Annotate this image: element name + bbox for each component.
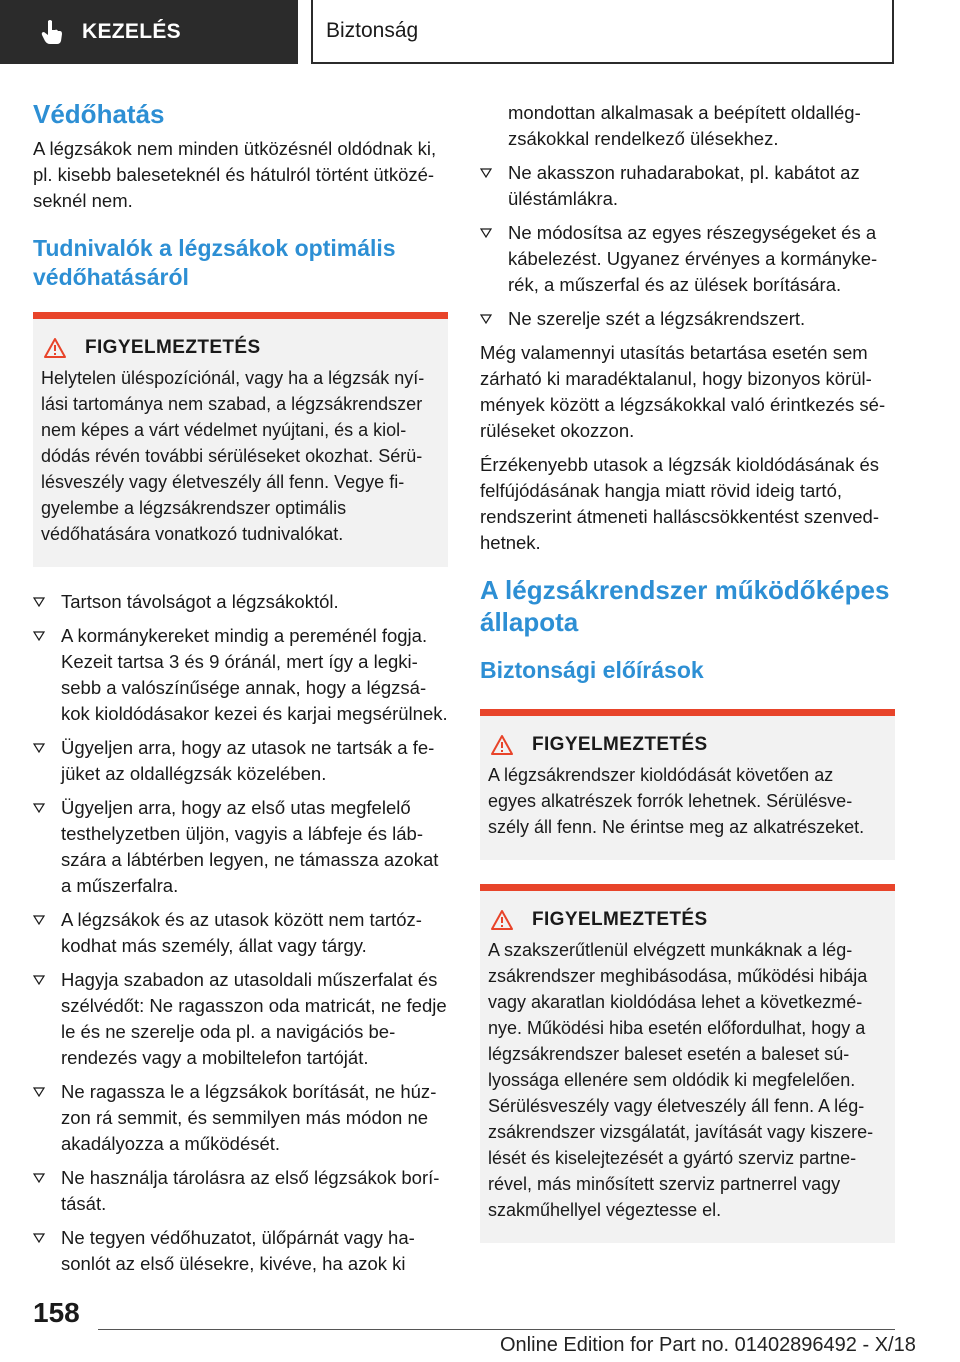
warning-header [41,337,438,359]
warning-box [33,312,448,567]
warning-box [480,709,895,860]
triangle-bullet-icon [480,228,492,238]
list-item [480,220,895,298]
paragraph-2: Érzékenyebb utasok a légzsák kioldódásának és felfújódásának hangja miatt rövid ideig tartó, rendszerint átmeneti halláscsökkentést szenvedhetnek. [480,454,880,553]
warning-text: A légzsákrendszer kioldódását követően az egyes alkatrészek forrók lehetnek. Sérülésveszély áll fenn. Ne érintse meg az alkatrészeket. [488,765,865,837]
warning-triangle-icon [43,337,67,359]
warning-text: Helytelen üléspozíciónál, vagy ha a légzsák nyílási tartománya nem szabad, a légzsákrendszer nem képes a várt védelmet nyújtani, és a kioldódás révén további sérüléseket okozhat. Sérülésveszély vagy életveszély áll fenn. Vegye figyelembe a légzsákrendszer optimális védőhatására vonatkozó tudnivalókat. [41,368,425,544]
chapter-tab[interactable] [311,0,894,64]
list-item [480,306,895,332]
bullet-list-right [480,160,895,332]
list-item [33,623,448,727]
triangle-bullet-icon [33,1233,45,1243]
warning-triangle-icon [490,909,514,931]
list-item-text: Ne szerelje szét a légzsákrendszert. [508,308,806,329]
continued-text: mondottan alkalmasak a beépített oldallégzsákokkal rendelkező ülésekhez. [508,102,861,149]
section-tab-label: KEZELÉS [82,20,181,43]
heading-biztonsagi: Biztonsági előírások [480,657,704,683]
page-number: 158 [33,1297,80,1328]
triangle-bullet-icon [33,597,45,607]
footer-divider [98,1329,895,1330]
warning-header [488,734,885,756]
section-tab[interactable] [0,0,298,64]
list-item [33,1079,448,1157]
warning-triangle-icon [490,734,514,756]
left-column [33,98,448,1285]
warning-box [480,884,895,1243]
triangle-bullet-icon [33,975,45,985]
triangle-bullet-icon [33,631,45,641]
list-item-text: Ne akasszon ruhadarabokat, pl. kabátot az üléstámlákra. [508,162,860,209]
list-item-text: Ne tegyen védőhuzatot, ülőpárnát vagy hasonlót az első ülésekre, kivéve, ha azok ki [61,1227,415,1274]
list-item [33,589,448,615]
paragraph-vedohatas: A légzsákok nem minden ütközésnél oldódnak ki, pl. kisebb baleseteknél és hátulról történt ütközéseknél nem. [33,138,437,211]
list-item-text: A kormánykereket mindig a pereménél fogja. Kezeit tartsa 3 és 9 óránál, mert így a legkisebb a valószínűsége annak, hogy a légzsákok kioldódásakor kezei és karjai megsérülnek. [61,625,448,724]
list-item-text: Ne ragassza le a légzsákok borítását, ne húzzon rá semmit, és semmilyen más módon ne akadályozza a működését. [61,1081,437,1154]
triangle-bullet-icon [33,915,45,925]
warning-title: FIGYELMEZTETÉS [532,909,708,930]
list-item [33,1165,448,1217]
hand-pointer-icon [40,19,64,45]
edition-text: Online Edition for Part no. 01402896492 - X/18 [500,1334,916,1356]
list-item-text: Ne használja tárolásra az első légzsákok borítását. [61,1167,440,1214]
warning-title: FIGYELMEZTETÉS [85,337,261,358]
heading-mukodokepes: A légzsákrendszer működőképes állapota [480,575,890,637]
list-item-text: Ne módosítsa az egyes részegységeket és a kábelezést. Ugyanez érvényes a kormánykerék, a műszerfal és az ülések borítására. [508,222,878,295]
heading-vedohatas: Védőhatás [33,99,165,129]
chapter-tab-label: Biztonság [326,19,419,42]
triangle-bullet-icon [33,803,45,813]
list-item [33,967,448,1071]
page-header [0,0,960,66]
list-item [33,1225,448,1277]
list-item-text: Ügyeljen arra, hogy az első utas megfelelő testhelyzetben üljön, vagyis a lábfeje és lábszára a lábtérben legyen, ne támassza azokat a műszerfalra. [61,797,439,896]
warning-header [488,909,885,931]
triangle-bullet-icon [33,743,45,753]
list-item [33,795,448,899]
list-item [33,907,448,959]
triangle-bullet-icon [480,314,492,324]
bullet-list-left [33,589,448,1277]
list-item-text: Tartson távolságot a légzsákoktól. [61,591,339,612]
heading-tudnivalok: Tudnivalók a légzsákok optimális védőhatásáról [33,235,396,290]
list-item [480,160,895,212]
right-column [480,100,895,1243]
list-item-text: Ügyeljen arra, hogy az utasok ne tartsák a fejüket az oldallégzsák közelében. [61,737,435,784]
list-item-text: A légzsákok és az utasok között nem tartózkodhat más személy, állat vagy tárgy. [61,909,422,956]
warning-title: FIGYELMEZTETÉS [532,734,708,755]
triangle-bullet-icon [33,1087,45,1097]
triangle-bullet-icon [33,1173,45,1183]
list-item [33,735,448,787]
paragraph-1: Még valamennyi utasítás betartása esetén sem zárható ki maradéktalanul, hogy bizonyos körülmények között a légzsákokkal való érintkezés sérüléseket okozzon. [480,342,886,441]
warning-text: A szakszerűtlenül elvégzett munkáknak a légzsákrendszer meghibásodása, működési hibája vagy akaratlan kioldódása lehet a következménye. Működési hiba esetén előfordulhat, hogy a légzsákrendszer baleset esetén a baleset súlyossága ellenére sem oldódik ki megfelelően. Sérülésveszély vagy életveszély áll fenn. A légzsákrendszer vizsgálatát, javítását vagy kiszerelését és kiselejtezését a gyártó szerviz partnerével, más minősített szerviz partnerrel vagy szakműhellyel végeztesse el. [488,940,874,1220]
list-item-text: Hagyja szabadon az utasoldali műszerfalat és szélvédőt: Ne ragasszon oda matricát, ne fedje le és ne szerelje oda pl. a navigációs berendezés vagy a mobiltelefon tartóját. [61,969,447,1068]
triangle-bullet-icon [480,168,492,178]
